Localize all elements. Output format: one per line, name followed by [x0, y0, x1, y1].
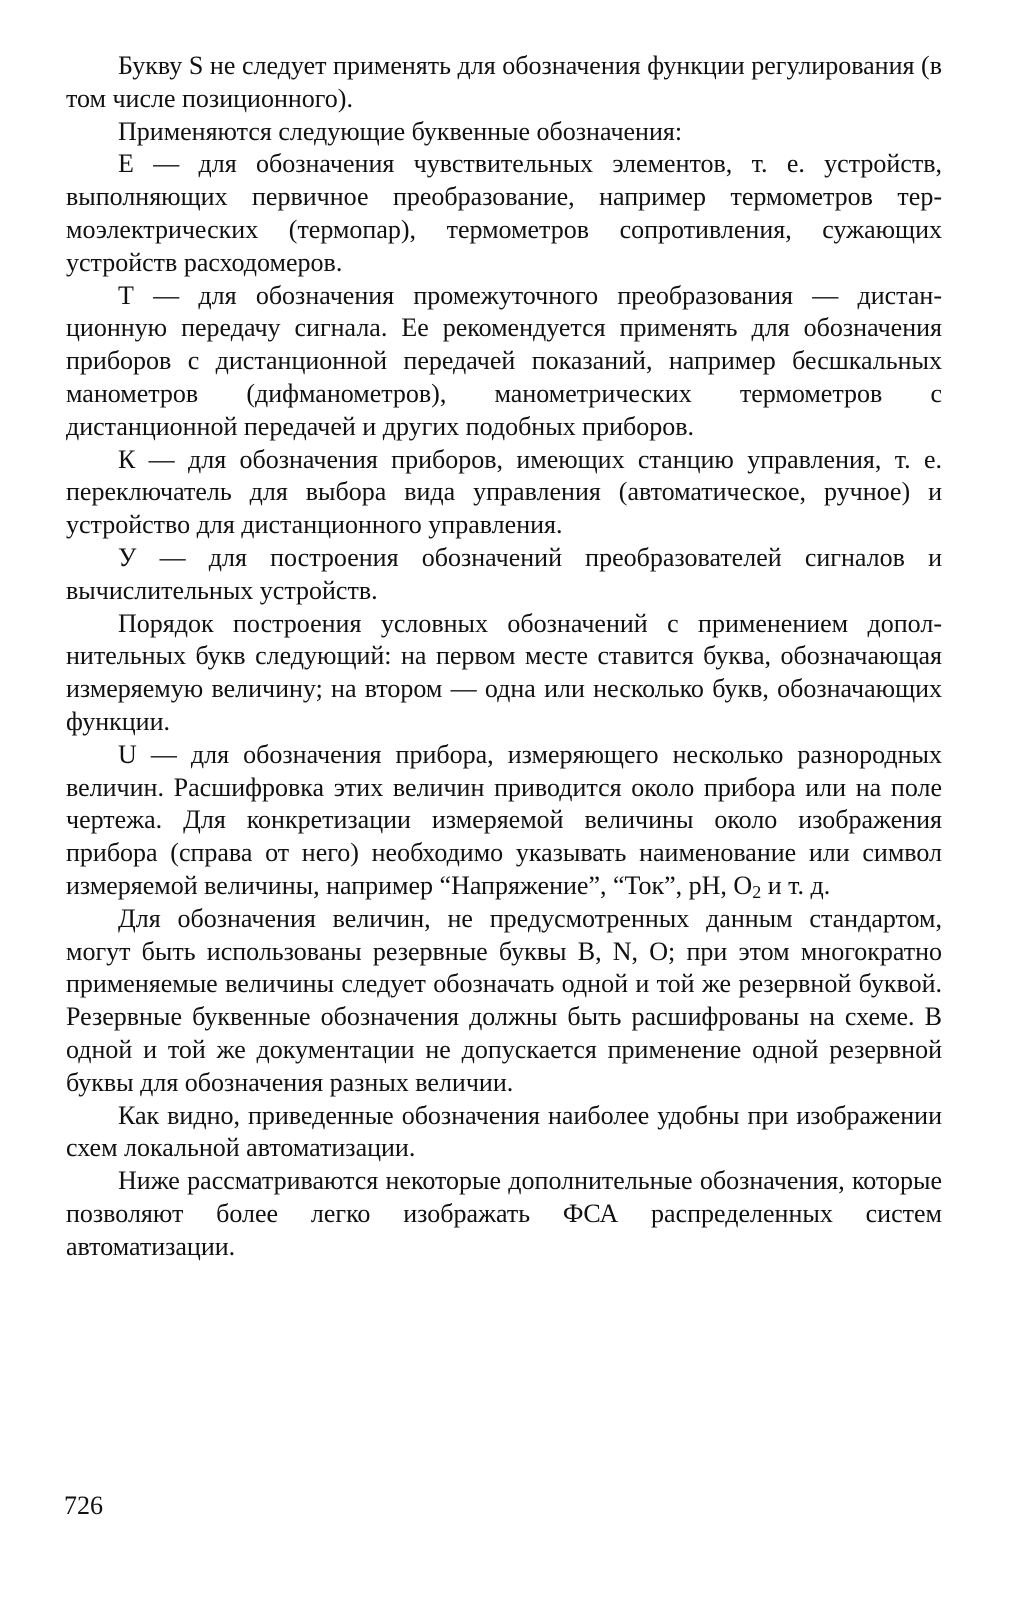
- paragraph-letter-t: Т — для обозначения промежуточного преобразования — дистанционную передачу сигнала. Ее рекомендуется применять для обозначения приборов с дистанционной передачей показаний, например бесшкальных манометров (дифманометров), манометрических термометров с дистанционной передачей и других подобных приборов.: [66, 280, 942, 441]
- paragraph-letter-k: К — для обозначения приборов, имеющих станцию управления, т. е. переключатель для выбора вида управления (автоматическое, ручное) и устройство для дистанционного управления.: [66, 444, 942, 540]
- paragraph-letter-s: Букву S не следует применять для обозначения функции регулирования (в том числе позиционного).: [66, 51, 942, 113]
- o2-subscript: 2: [752, 881, 762, 902]
- paragraph-letter-u: [66, 739, 942, 903]
- paragraph-letter-e: Е — для обозначения чувствительных элементов, т. е. устройств, выполняющих первичное преобразование, например термометров термоэлектрических (термопар), термометров сопротивления, сужающих устройств расходомеров.: [66, 149, 942, 277]
- paragraph-letter-u-text: U — для обозначения прибора, измеряющего несколько разнородных величин. Расшифровка этих величин приводится около прибора или на поле чертежа. Для конкретизации измеряемой величины около изображения прибора (справа от него) необходимо указывать наименование или символ измеряемой величины, например “Напряжение”, “Ток”, pH, O: [66, 739, 942, 900]
- paragraph-local-automation: Как видно, приведенные обозначения наиболее удобны при изображении схем локальной автоматизации.: [66, 1100, 942, 1163]
- paragraph-reserve-letters: Для обозначения величин, не предусмотренных данным стандартом, могут быть использованы резервные буквы В, N, О; при этом многократно применяемые величины следует обозначать одной и той же резервной буквой. Резервные буквенные обозначения должны быть расшифрованы на схеме. В одной и той же документации не допускается применение одной резервной буквы для обозначения разных величии.: [66, 903, 942, 1097]
- page-body: [66, 50, 942, 1263]
- paragraph-distributed-systems: Ниже рассматриваются некоторые дополнительные обозначения, которые позволяют более легко изображать ФСА распределенных систем автоматизации.: [66, 1166, 942, 1261]
- page-number: 726: [64, 1491, 103, 1520]
- paragraph-letter-u-cyr: У — для построения обозначений преобразователей сигналов и вычислительных устройств.: [66, 542, 942, 605]
- paragraph-letter-u-tail: и т. д.: [761, 870, 831, 900]
- paragraph-letter-list-intro: Применяются следующие буквенные обозначения:: [118, 116, 683, 146]
- paragraph-order: Порядок построения условных обозначений с применением дополнительных букв следующий: на первом месте ставится буква, обозначающая измеряемую величину; на втором — одна или несколько букв, обозначающих функции.: [66, 608, 942, 736]
